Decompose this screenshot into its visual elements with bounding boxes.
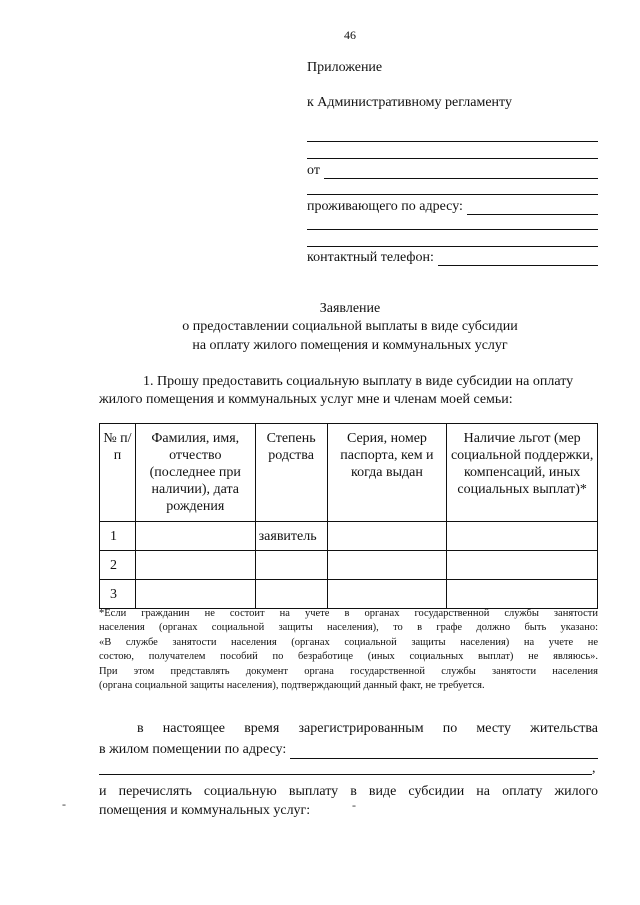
blank-line[interactable] bbox=[307, 194, 598, 195]
appendix-title: Приложение bbox=[307, 60, 383, 75]
table-row bbox=[100, 551, 598, 580]
phone-label: контактный телефон: bbox=[307, 250, 434, 265]
registration-address-field-continued[interactable] bbox=[99, 774, 592, 775]
header-relation: Степень родства bbox=[255, 424, 327, 522]
from-row bbox=[307, 163, 598, 179]
blank-line[interactable] bbox=[307, 246, 598, 247]
paragraph-3-line-2: помещения и коммунальных услуг: bbox=[99, 803, 311, 818]
comma: , bbox=[592, 761, 596, 776]
family-members-table bbox=[99, 423, 598, 609]
cell-passport[interactable] bbox=[327, 522, 447, 551]
header-passport: Серия, номер паспорта, кем и когда выдан bbox=[327, 424, 447, 522]
cell-passport[interactable] bbox=[327, 551, 447, 580]
footnote-line: *Если гражданин не состоит на учете в органах государственной службы занятости bbox=[99, 608, 598, 619]
cell-full-name[interactable] bbox=[135, 551, 255, 580]
footnote bbox=[99, 607, 598, 693]
address-label: проживающего по адресу: bbox=[307, 199, 463, 214]
paragraph-2-line-1: в настоящее время зарегистрированным по месту жительства bbox=[137, 721, 598, 736]
header-number: № п/п bbox=[100, 424, 136, 522]
from-label: от bbox=[307, 163, 320, 178]
blank-line[interactable] bbox=[307, 229, 598, 230]
cell-relation[interactable] bbox=[255, 551, 327, 580]
table-row bbox=[100, 580, 598, 609]
cell-full-name[interactable] bbox=[135, 522, 255, 551]
row-number: 2 bbox=[100, 551, 136, 580]
statement-subtitle-2: на оплату жилого помещения и коммунальных услуг bbox=[192, 338, 508, 353]
registration-address-row bbox=[99, 741, 598, 759]
phone-row bbox=[307, 250, 598, 266]
cell-full-name[interactable] bbox=[135, 580, 255, 609]
footnote-line: состою, получателем пособий по безработице (иных социальных выплат) не являюсь». bbox=[99, 651, 598, 663]
cell-benefits[interactable] bbox=[447, 551, 598, 580]
phone-field[interactable] bbox=[438, 251, 598, 266]
cell-passport[interactable] bbox=[327, 580, 447, 609]
blank-line[interactable] bbox=[307, 141, 598, 142]
address-row bbox=[307, 199, 598, 215]
row-number: 1 bbox=[100, 522, 136, 551]
cell-benefits[interactable] bbox=[447, 522, 598, 551]
registration-address-field[interactable] bbox=[290, 744, 598, 759]
paragraph-1-line-1: 1. Прошу предоставить социальную выплату в виде субсидии на оплату bbox=[143, 374, 574, 389]
footnote-line: (органа социальной защиты населения), подтверждающий данный факт, не требуется. bbox=[99, 680, 485, 692]
appendix-subtitle: к Административному регламенту bbox=[307, 95, 512, 110]
paragraph-3-line-1: и перечислять социальную выплату в виде субсидии на оплату жилого bbox=[99, 784, 598, 799]
page-number: 46 bbox=[344, 28, 356, 42]
footnote-line: «В службе занятости населения (органах социальной защиты населения) на учете не bbox=[99, 636, 598, 648]
cell-benefits[interactable] bbox=[447, 580, 598, 609]
cell-relation[interactable]: заявитель bbox=[255, 522, 327, 551]
address-field[interactable] bbox=[467, 200, 598, 215]
header-full-name: Фамилия, имя, отчество (последнее при наличии), дата рождения bbox=[135, 424, 255, 522]
header-benefits: Наличие льгот (мер социальной поддержки, компенсаций, иных социальных выплат)* bbox=[447, 424, 598, 522]
footnote-line: При этом представлять документ органа государственной службы занятости населения bbox=[99, 665, 598, 677]
registration-address-label: в жилом помещении по адресу: bbox=[99, 742, 287, 757]
from-field[interactable] bbox=[324, 164, 598, 179]
row-number: 3 bbox=[100, 580, 136, 609]
paragraph-1-line-2: жилого помещения и коммунальных услуг мне и членам моей семьи: bbox=[99, 392, 513, 407]
cell-relation[interactable] bbox=[255, 580, 327, 609]
blank-line[interactable] bbox=[307, 158, 598, 159]
table-header-row bbox=[100, 424, 598, 522]
statement-subtitle-1: о предоставлении социальной выплаты в виде субсидии bbox=[182, 319, 518, 334]
footnote-line: населения (органах социальной защиты населения), то в графе должно быть указано: bbox=[99, 622, 598, 634]
statement-title: Заявление bbox=[319, 301, 381, 316]
table-row bbox=[100, 522, 598, 551]
scan-mark: - bbox=[352, 798, 356, 812]
scan-mark: - bbox=[62, 797, 66, 811]
